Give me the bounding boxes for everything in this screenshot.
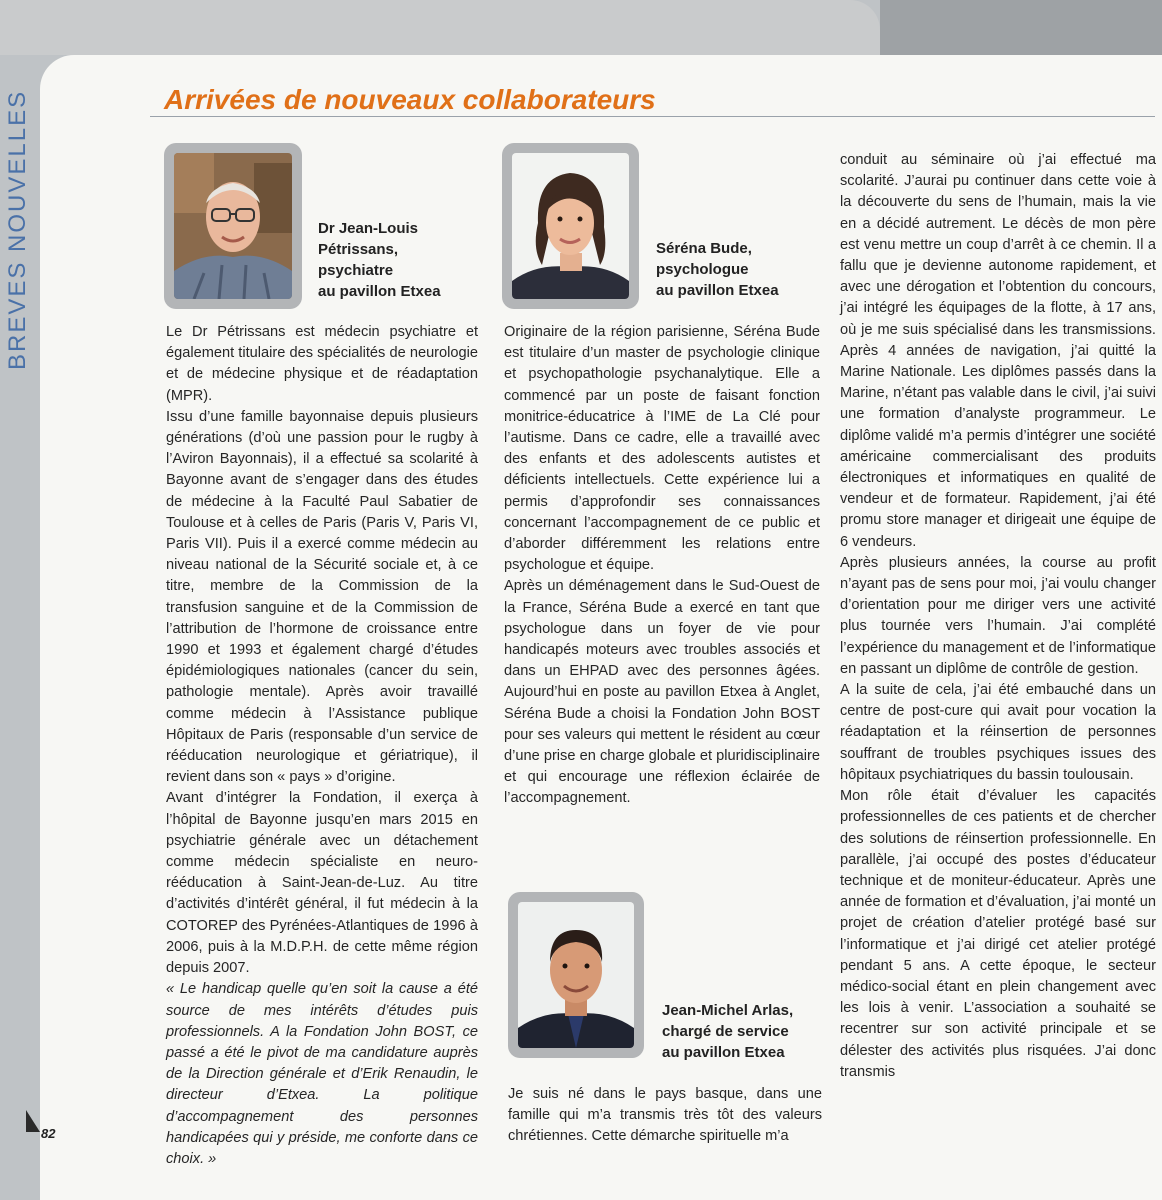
caption-line: chargé de service bbox=[662, 1023, 789, 1040]
paragraph: conduit au séminaire où j’ai effectué ma scolarité. J’aurai pu continuer dans cette voie à la découverte du sens de l’humain, mais la vie en a décidé autrement. Le décès de mon père est venu mettre un coup d’arrêt à ce chemin. Il a fallu que je devienne autonome rapidement, et avec une dérogation et l’obtention du concours, j’ai intégré les équipages de la flotte, à 17 ans, où je me suis spécialisé dans les transmissions. Après 4 années de navigation, j’ai quitté la Marine Nationale. Les diplômes passés dans la Marine, n’étant pas valable dans le civil, j’ai suivi une formation d’analyste programmeur. Le diplôme validé m’a permis d’intégrer une société américaine commercialisant des produits électroniques et informatiques en qualité de vendeur et de formateur. Rapidement, j’ai été promu store manager et dirigeait une équipe de 6 vendeurs. bbox=[840, 152, 1156, 550]
paragraph: Après un déménagement dans le Sud-Ouest de la France, Séréna Bude a exercé en tant que psychologue dans un foyer de vie pour handicapés moteurs avec troubles associés et dans un EHPAD avec des personnes âgées. Aujourd’hui en poste au pavillon Etxea à Anglet, Séréna Bude a choisi la Fondation John BOST pour ses valeurs qui mettent le résident au cœur d’une prise en charge globale et pluridisciplinaire et qui encourage une réflexion éclairée de l’accompagnement. bbox=[504, 578, 820, 807]
column-arlas-start bbox=[508, 1084, 822, 1148]
paragraph: Mon rôle était d’évaluer les capacités professionnelles de ces patients et de chercher des solutions de réinsertion professionnelle. En parallèle, j’ai occupé des postes d’éducateur technique et de moniteur-éducateur. Après une année de formation et d’évaluation, j’ai monté un projet de création d’atelier protégé basé sur l’informatique et j’ai dirigé cet atelier protégé pendant 5 ans. A cette époque, le secteur médico-social étant en plein changement avec les lois à venir. L’association a souhaité se recentrer sur son activité principale et se délester des activités plus risquées. J’ai donc transmis bbox=[840, 788, 1156, 1080]
paragraph: Je suis né dans le pays basque, dans une famille qui m’a transmis très tôt des valeurs chrétiennes. Cette démarche spirituelle m’a bbox=[508, 1086, 822, 1145]
article-title: Arrivées de nouveaux collaborateurs bbox=[164, 84, 656, 115]
paragraph: Issu d’une famille bayonnaise depuis plusieurs générations (d’où une passion pour le rugby à l’Aviron Bayonnais), il a effectué sa scolarité à Bayonne avant de s’engager dans des études de médecine à la Faculté Paul Sabatier de Toulouse et à celles de Paris (Paris V, Paris VI, Paris VII). Puis il a exercé comme médecin au niveau national de la Sécurité sociale et, à ce titre, membre de la Commission de la transfusion sanguine et de la Commission de l’attribution de l’hormone de croissance entre 1990 et 1993 et également chargé d’études épidémiologiques nationales (cancer du sein, pathologie mentale). Après avoir travaillé comme médecin à l’Assistance publique Hôpitaux de Paris (responsable d’un service de rééducation neurologique et gériatrique), il revient dans son « pays » d’origine. bbox=[166, 408, 478, 786]
portrait-arlas bbox=[518, 902, 634, 1048]
caption-line: Jean-Michel Arlas, bbox=[662, 1002, 794, 1019]
caption-line: au pavillon Etxea bbox=[662, 1044, 785, 1061]
caption-line: Pétrissans, bbox=[318, 241, 399, 258]
photo-frame-arlas bbox=[508, 892, 644, 1058]
caption-line: psychiatre bbox=[318, 262, 394, 279]
portrait-image bbox=[174, 153, 292, 299]
portrait-image bbox=[518, 902, 634, 1048]
caption-line: au pavillon Etxea bbox=[656, 282, 779, 299]
top-right-band bbox=[880, 0, 1162, 55]
caption-arlas bbox=[662, 1000, 793, 1063]
column-bude bbox=[504, 322, 820, 810]
portrait-bude bbox=[512, 153, 629, 299]
caption-line: Dr Jean-Louis bbox=[318, 220, 419, 237]
paragraph: Le Dr Pétrissans est médecin psychiatre et également titulaire des spécialités de neurologie et de médecine physique et de réadaptation (MPR). bbox=[166, 324, 478, 404]
caption-line: Séréna Bude, bbox=[656, 240, 752, 257]
column-petrissans bbox=[166, 322, 478, 1170]
portrait-petrissans bbox=[174, 153, 292, 299]
photo-frame-bude bbox=[502, 143, 639, 309]
quote: « Le handicap quelle qu’en soit la cause a été source de mes intérêts d’études puis professionnels. A la Fondation John BOST, ce passé a été le pivot de ma candidature auprès de la Direction générale et d’Erik Renaudin, le directeur d’Etxea. La politique d’accompagnement des personnes handicapées qui y préside, me conforte dans ce choix. » bbox=[166, 981, 478, 1167]
paragraph: Après plusieurs années, la course au profit n’ayant pas de sens pour moi, j’ai voulu changer d’orientation pour me diriger vers une activité plus tournée vers l’humain. J’ai complété l’expérience du management et de l’informatique en passant un diplôme de contrôle de gestion. bbox=[840, 554, 1156, 677]
column-arlas-continuation bbox=[840, 150, 1156, 1083]
caption-line: psychologue bbox=[656, 261, 749, 278]
photo-frame-petrissans bbox=[164, 143, 302, 309]
title-divider bbox=[150, 116, 1155, 117]
paragraph: Avant d’intégrer la Fondation, il exerça à l’hôpital de Bayonne jusqu’en mars 2015 en psychiatrie générale avec un détachement comme médecin spécialiste en neuro-rééducation à Saint-Jean-de-Luz. Au titre d’activités d’intérêt général, il fut médecin à la COTOREP des Pyrénées-Atlantiques de 1996 à 2006, puis à la M.D.P.H. de cette même région depuis 2007. bbox=[166, 790, 478, 977]
caption-line: au pavillon Etxea bbox=[318, 283, 441, 300]
caption-bude bbox=[656, 238, 779, 301]
top-band bbox=[0, 0, 880, 55]
page-number: 82 bbox=[41, 1126, 56, 1141]
paragraph: A la suite de cela, j’ai été embauché dans un centre de post-cure qui avait pour vocation la réadaptation et la réinsertion de personnes souffrant de troubles psychiques issues des hôpitaux psychiatriques du bassin toulousain. bbox=[840, 682, 1156, 783]
portrait-image bbox=[512, 153, 629, 299]
paragraph: Originaire de la région parisienne, Séréna Bude est titulaire d’un master de psychologie clinique et psychopathologie psychanalytique. Elle a commencé par un poste de faisant fonction monitrice-éducatrice à l’IME de La Clé pour l’autisme. Dans ce cadre, elle a travaillé avec des enfants et des adolescents autistes et déficients intellectuels. Cette expérience lui a permis d’approfondir ses connaissances concernant l’accompagnement de ce public et d’aborder différemment les relations entre psychologue et équipe. bbox=[504, 324, 820, 574]
section-label: BREVES NOUVELLES bbox=[4, 89, 31, 370]
caption-petrissans bbox=[318, 218, 441, 302]
